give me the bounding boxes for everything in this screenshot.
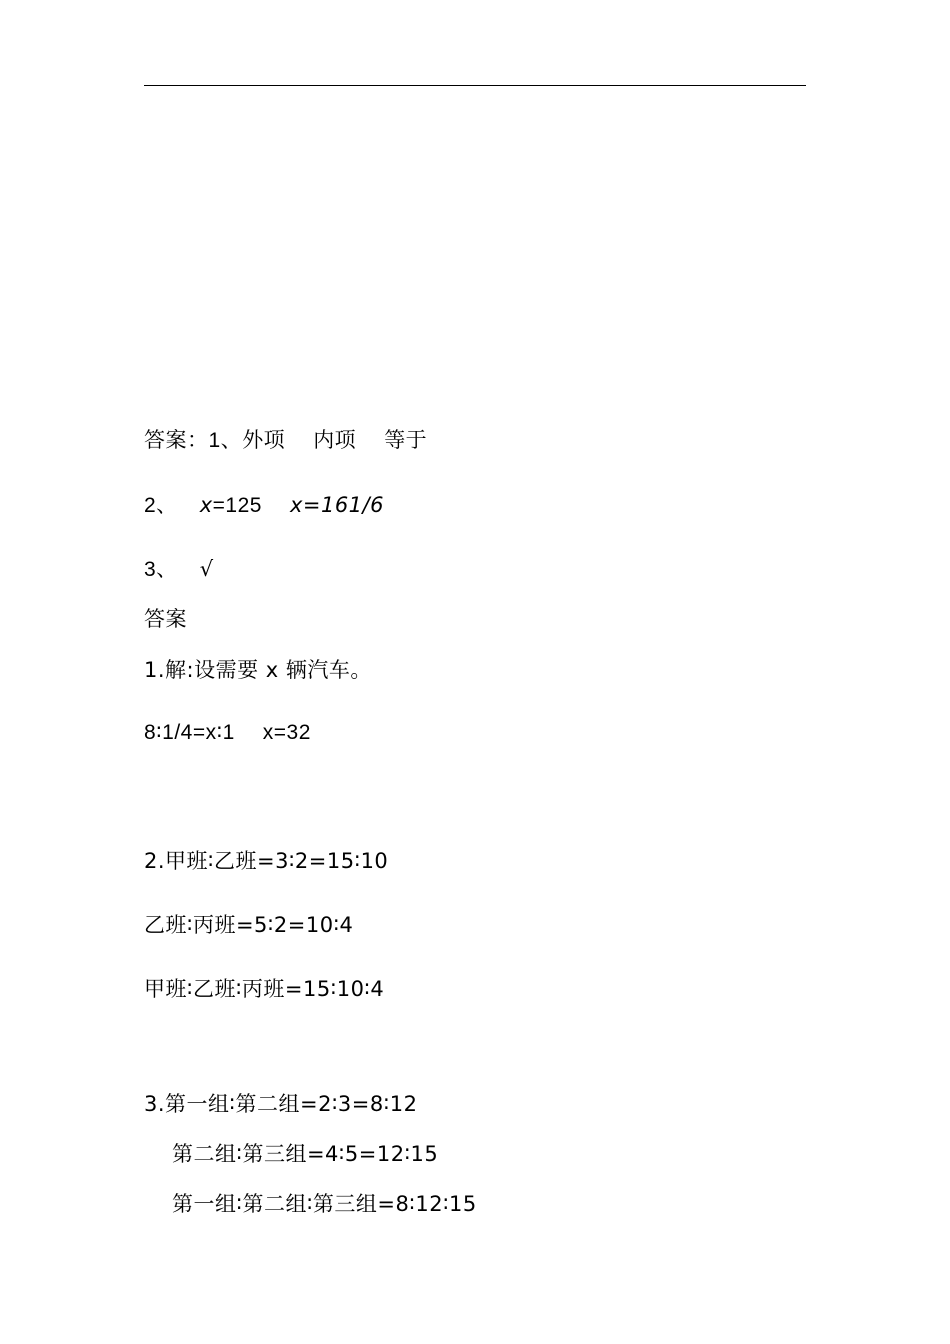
problem-3-line-1: 3.第一组∶第二组=2∶3=8∶12 (144, 1092, 418, 1116)
answer-line-3 (144, 555, 214, 584)
answer-line-1 (144, 426, 427, 455)
q2-answer-1-value: =125 (212, 494, 262, 517)
problem-2-line-2: 乙班∶丙班=5∶2=10∶4 (144, 913, 354, 937)
problem-3-line-2: 第二组∶第三组=4∶5=12∶15 (172, 1142, 439, 1166)
problem-1-result: x=32 (262, 721, 311, 744)
problem-2-line-1: 2.甲班∶乙班=3∶2=15∶10 (144, 849, 389, 873)
problem-3-line-3: 第一组∶第二组∶第三组=8∶12∶15 (172, 1192, 477, 1216)
q3-answer: √ (199, 557, 214, 581)
problem-1-equation-line (144, 719, 311, 747)
q2-number: 2、 (144, 494, 178, 517)
q1-number: 1、 (208, 429, 243, 452)
q1-blank-1: 外项 (242, 428, 286, 452)
header-rule (144, 85, 806, 86)
problem-1-equation: 8∶1/4=x∶1 (144, 721, 235, 744)
answer-heading-2: 答案 (144, 607, 187, 631)
problem-1-intro: 1.解:设需要 x 辆汽车。 (144, 658, 372, 682)
q2-answer-1-var: x (199, 493, 213, 517)
answer-line-2 (144, 491, 384, 520)
q3-number: 3、 (144, 558, 178, 581)
q1-blank-3: 等于 (384, 428, 428, 452)
answer-label: 答案： (144, 428, 209, 452)
q2-answer-2: x=161/6 (289, 493, 384, 517)
problem-2-line-3: 甲班∶乙班∶丙班=15∶10∶4 (144, 977, 385, 1001)
q1-blank-2: 内项 (313, 428, 357, 452)
